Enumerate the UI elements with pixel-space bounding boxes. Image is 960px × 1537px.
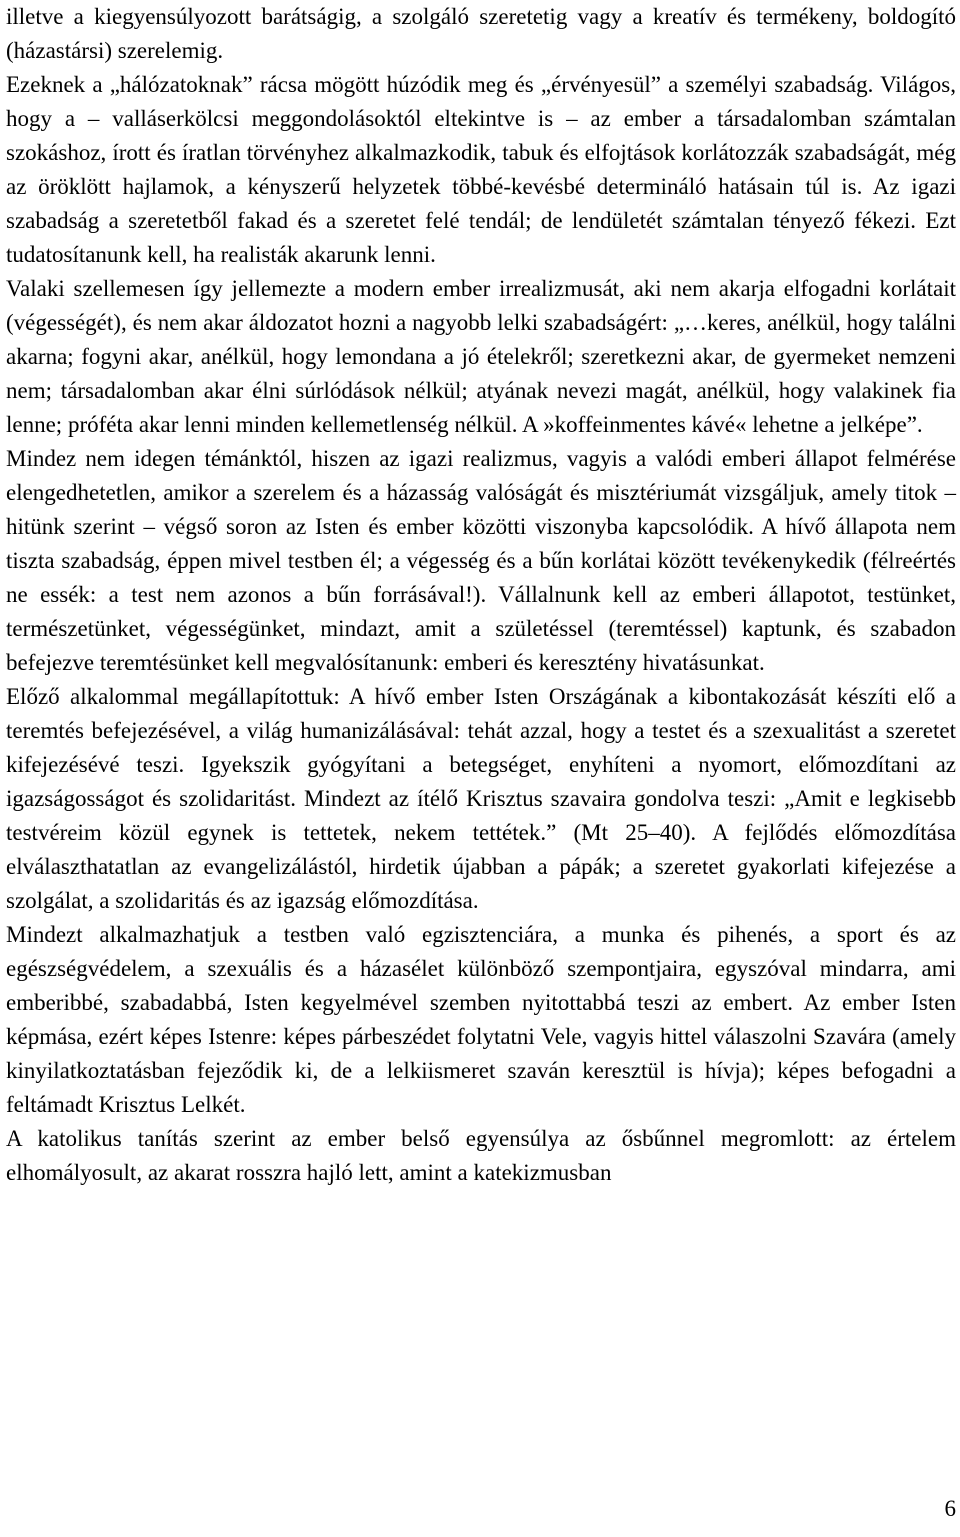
paragraph-3: Valaki szellemesen így jellemezte a modern ember irrealizmusát, aki nem akarja elfogadni korlátait (végességét), és nem akar áldozatot hozni a nagyobb lelki szabadságért: „…keres, anélkül, hogy találni akarna; fogyni akar, anélkül, hogy lemondana a jó ételekről; szeretkezni akar, de gyermeket nemzeni nem; társadalomban akar élni súrlódások nélkül; atyának nevezi magát, anélkül, hogy valakinek fia lenne; próféta akar lenni minden kellemetlenség nélkül. A »koffeinmentes kávé« lehetne a jelképe”. xyxy=(6,276,956,437)
document-body xyxy=(6,0,956,1190)
paragraph-2: Ezeknek a „hálózatoknak” rácsa mögött húzódik meg és „érvényesül” a személyi szabadság. Világos, hogy a – valláserkölcsi meggondolásoktól eltekintve is – az ember a társadalomban számtalan szokáshoz, írott és íratlan törvényhez alkalmazkodik, tabuk és elfojtások korlátozzák szabadságát, még az öröklött hajlamok, a kényszerű helyzetek többé-kevésbé determináló hatásain túl is. Az igazi szabadság a szeretetből fakad és a szeretet felé tendál; de lendületét számtalan tényező fékezi. Ezt tudatosítanunk kell, ha realisták akarunk lenni. xyxy=(6,72,956,267)
paragraph-5: Előző alkalommal megállapítottuk: A hívő ember Isten Országának a kibontakozását készíti elő a teremtés befejezésével, a világ humanizálásával: tehát azzal, hogy a testet és a szexualitást a szeretet kifejezésévé teszi. Igyekszik gyógyítani a betegséget, enyhíteni a nyomort, előmozdítani az igazságosságot és szolidaritást. Mindezt az ítélő Krisztus szavaira gondolva teszi: „Amit e legkisebb testvéreim közül egynek is tettetek, nekem tettétek.” (Mt 25–40). A fejlődés előmozdítása elválaszthatatlan az evangelizálástól, hirdetik újabban a pápák; a szeretet gyakorlati kifejezése a szolgálat, a szolidaritás és az igazság előmozdítása. xyxy=(6,684,956,913)
page-number: 6 xyxy=(944,1496,956,1521)
paragraph-7: A katolikus tanítás szerint az ember belső egyensúlya az ősbűnnel megromlott: az értelem elhomályosult, az akarat rosszra hajló lett, amint a katekizmusban xyxy=(6,1126,956,1185)
paragraph-1: illetve a kiegyensúlyozott barátságig, a szolgáló szeretetig vagy a kreatív és termékeny, boldogító (házastársi) szerelemig. xyxy=(6,4,956,63)
paragraph-6: Mindezt alkalmazhatjuk a testben való egzisztenciára, a munka és pihenés, a sport és az egészségvédelem, a szexuális és a házasélet különböző szempontjaira, egyszóval mindarra, ami emberibbé, szabadabbá, Isten kegyelmével szemben nyitottabbá teszi az embert. Az ember Isten képmása, ezért képes Istenre: képes párbeszédet folytatni Vele, vagyis hittel válaszolni Szavára (amely kinyilatkoztatásban fejeződik ki, de a lelkiismeret szaván keresztül is hívja); képes befogadni a feltámadt Krisztus Lelkét. xyxy=(6,922,956,1117)
paragraph-4: Mindez nem idegen témánktól, hiszen az igazi realizmus, vagyis a valódi emberi állapot felmérése elengedhetetlen, amikor a szerelem és a házasság valóságát és misztériumát vizsgáljuk, amely titok – hitünk szerint – végső soron az Isten és ember közötti viszonyba kapcsolódik. A hívő állapota nem tiszta szabadság, éppen mivel testben él; a végesség és a bűn korlátai között tevékenykedik (félreértés ne essék: a test nem azonos a bűn forrásával!). Vállalnunk kell az emberi állapotot, testünket, természetünket, végességünket, mindazt, amit a születéssel (teremtéssel) kaptunk, és szabadon befejezve teremtésünket kell megvalósítanunk: emberi és keresztény hivatásunkat. xyxy=(6,446,956,675)
